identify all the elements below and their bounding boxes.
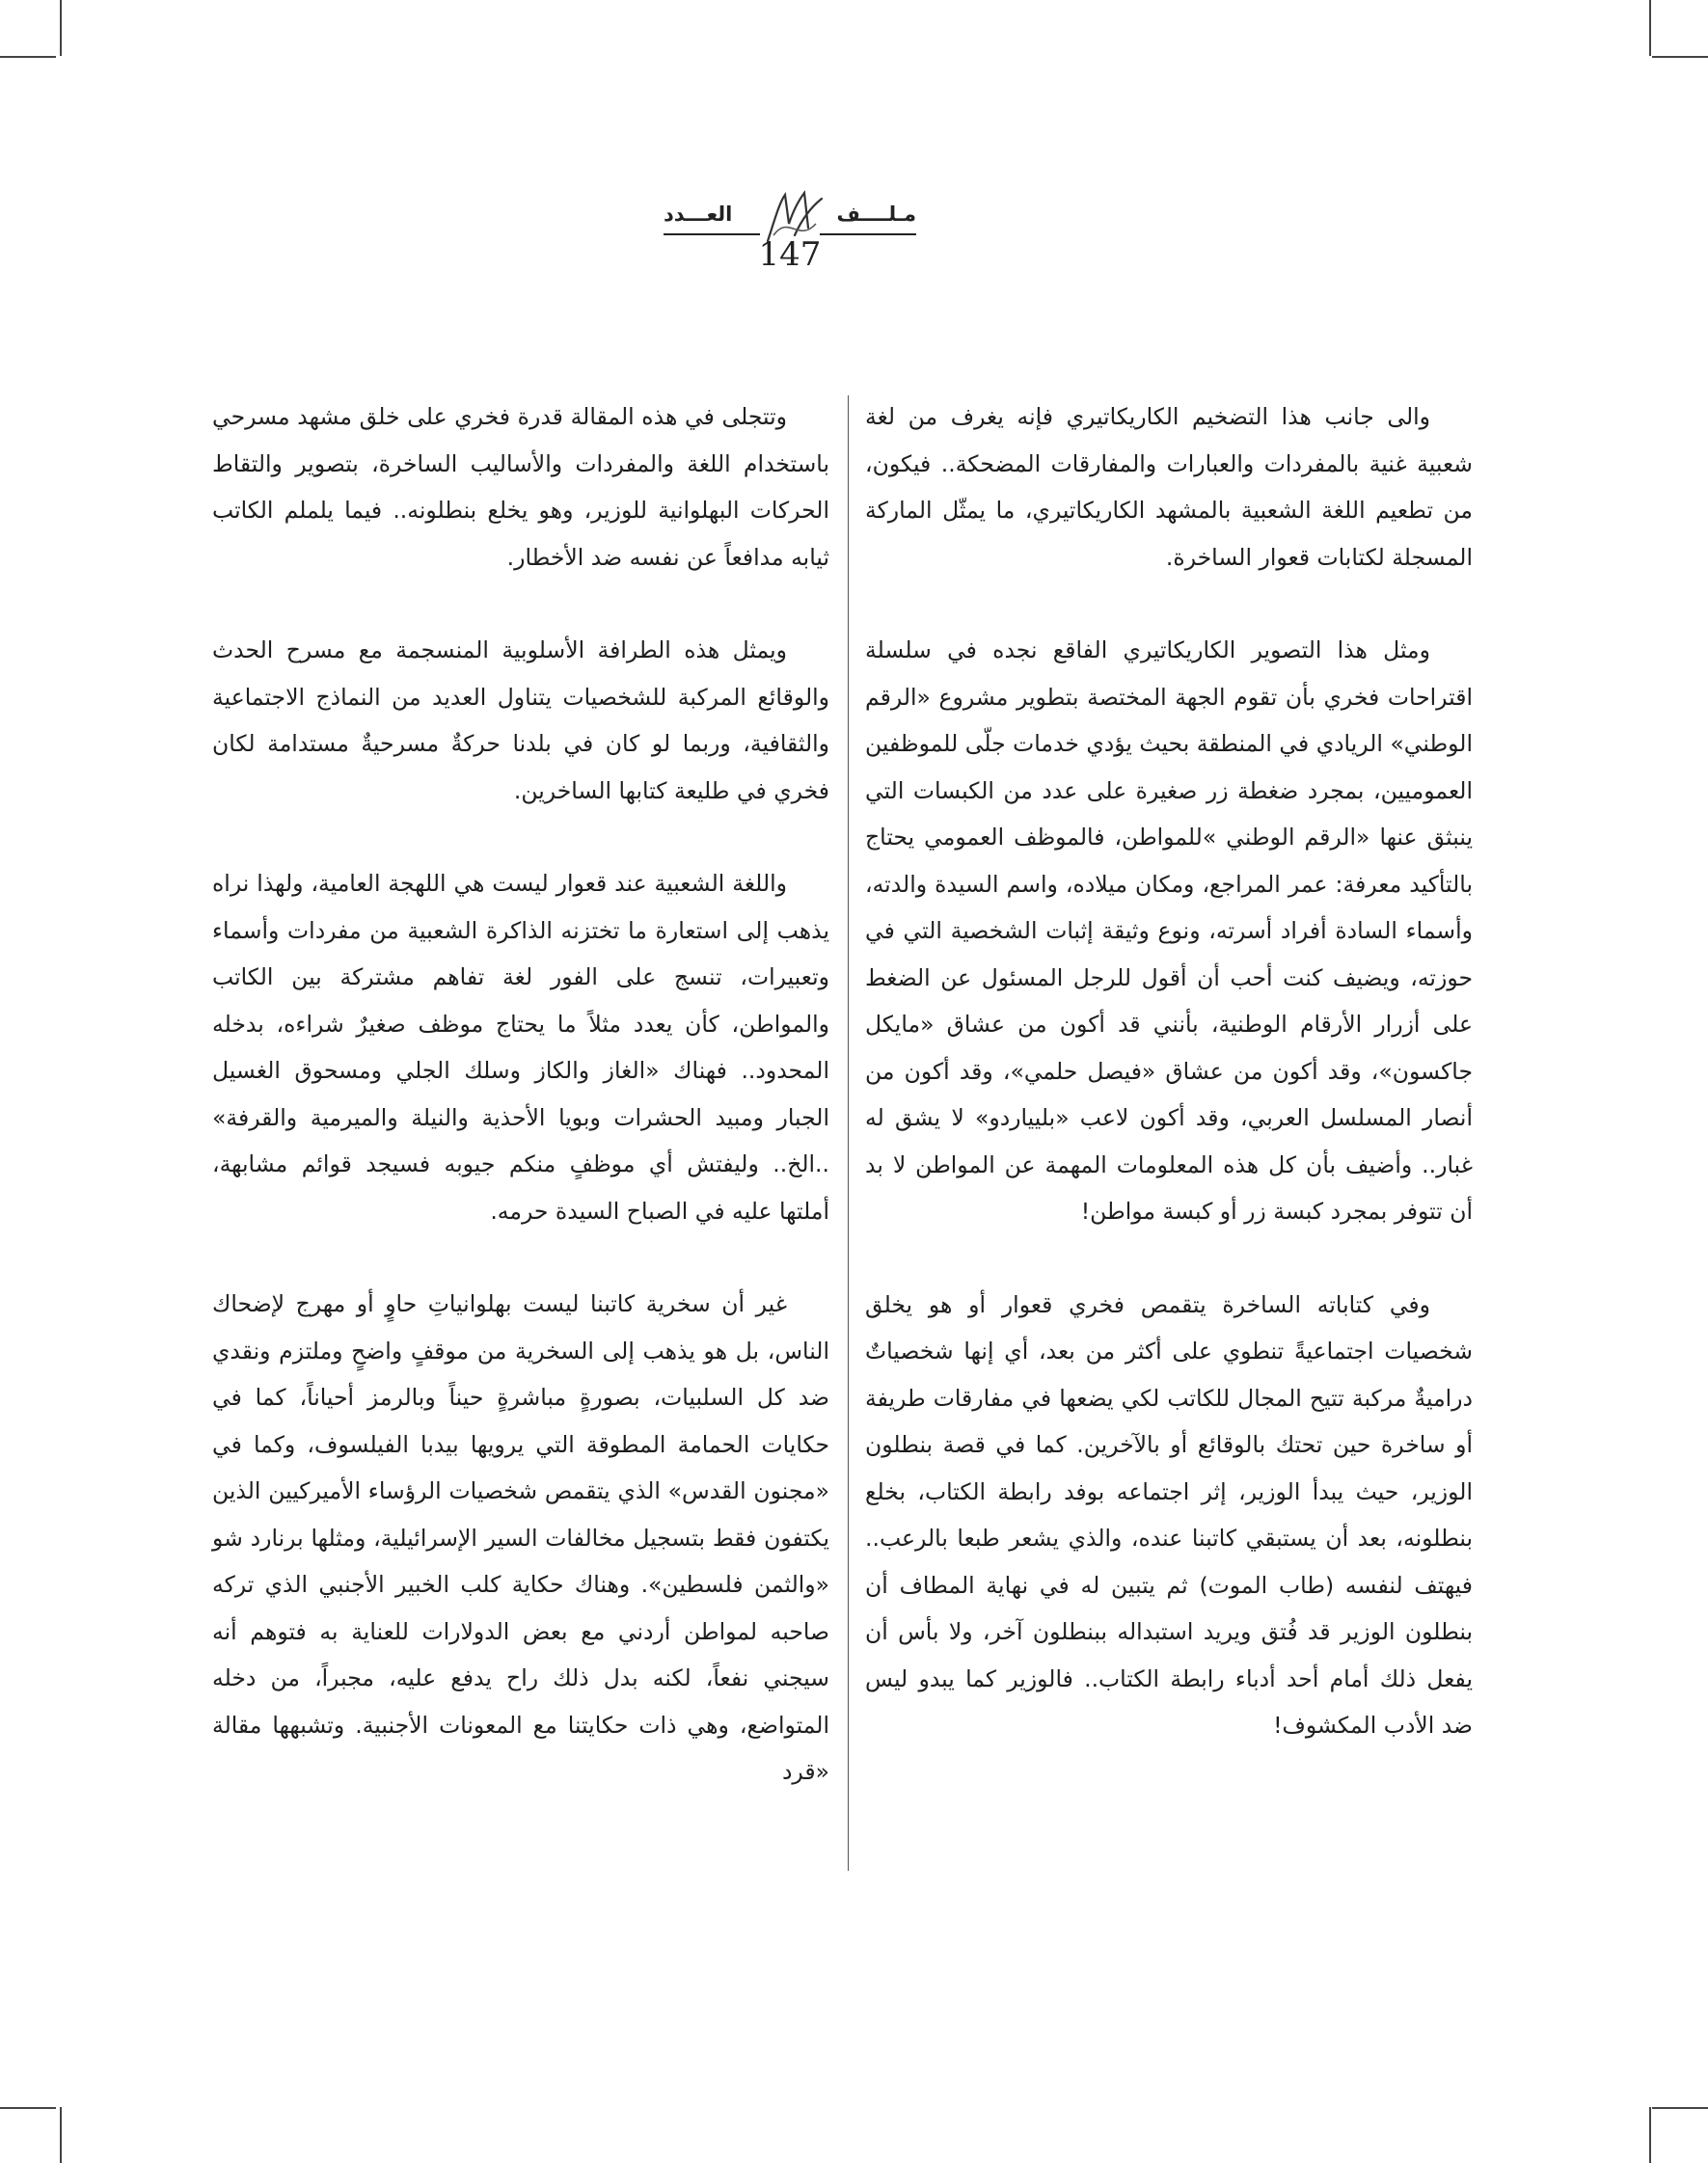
crop-mark (1649, 0, 1651, 56)
paragraph: ومثل هذا التصوير الكاريكاتيري الفاقع نجده في سلسلة اقتراحات فخري بأن تقوم الجهة المختصة بتطوير مشروع «الرقم الوطني» الريادي في المنطقة بحيث يؤدي خدمات جلّى للموظفين العموميين، بمجرد ضغطة زر صغيرة على عدد من الكبسات التي ينبثق عنها «الرقم الوطني »للمواطن، فالموظف العمومي يحتاج بالتأكيد معرفة: عمر المراجع، ومكان ميلاده، واسم السيدة والدته، وأسماء السادة أفراد أسرته، ونوع وثيقة إثبات الشخصية التي في حوزته، ويضيف كنت أحب أن أقول للرجل المسئول عن الضغط على أزرار الأرقام الوطنية، بأنني قد أكون من عشاق «مايكل جاكسون»، وقد أكون من عشاق «فيصل حلمي»، وقد أكون من أنصار المسلسل العربي، وقد أكون لاعب «بليياردو» لا يشق له غبار.. وأضيف بأن كل هذه المعلومات المهمة عن المواطن لا بد أن تتوفر بمجرد كبسة زر أو كبسة مواطن! (865, 636, 1473, 1225)
right-column (865, 393, 1473, 1796)
column-divider (848, 395, 849, 1871)
header-label-file: مـلــــف (836, 203, 916, 226)
crop-mark (1652, 2107, 1708, 2109)
paragraph: وتتجلى في هذه المقالة قدرة فخري على خلق مشهد مسرحي باستخدام اللغة والمفردات والأساليب الساخرة، بتصوير والتقاط الحركات البهلوانية للوزير، وهو يخلع بنطلونه.. فيما يلملم الكاتب ثيابه مدافعاً عن نفسه ضد الأخطار. (212, 403, 829, 571)
left-column (212, 393, 829, 1842)
crop-mark (60, 2107, 62, 2163)
paragraph: والى جانب هذا التضخيم الكاريكاتيري فإنه يغرف من لغة شعبية غنية بالمفردات والعبارات والمفارقات المضحكة.. فيكون، من تطعيم اللغة الشعبية بالمشهد الكاريكاتيري، ما يمثّل الماركة المسجلة لكتابات قعوار الساخرة. (865, 403, 1473, 571)
crop-mark (60, 0, 62, 56)
paragraph: واللغة الشعبية عند قعوار ليست هي اللهجة العامية، ولهذا نراه يذهب إلى استعارة ما تختزنه الذاكرة الشعبية من مفردات وأسماء وتعبيرات، تنسج على الفور لغة تفاهم مشتركة بين الكاتب والمواطن، كأن يعدد مثلاً ما يحتاج موظف صغيرٌ شراءه، بدخله المحدود.. فهناك «الغاز والكاز وسلك الجلي ومسحوق الغسيل الجبار ومبيد الحشرات وبويا الأحذية والنيلة والميرمية والقرفة» ..الخ.. وليفتش أي موظفٍ منكم جيوبه فسيجد قوائم مشابهة، أملتها عليه في الصباح السيدة حرمه. (212, 870, 829, 1225)
page-header (664, 185, 916, 278)
crop-mark (1652, 56, 1708, 58)
header-label-issue: العـــدد (664, 203, 733, 226)
page-number: 147 (758, 235, 822, 274)
paragraph: غير أن سخرية كاتبنا ليست بهلوانياتِ حاوٍ أو مهرج لإضحاك الناس، بل هو يذهب إلى السخرية من موقفٍ واضحٍ وملتزم ونقدي ضد كل السلبيات، بصورةٍ مباشرةٍ حيناً وبالرمز أحياناً، كما في حكايات الحمامة المطوقة التي يرويها بيدبا الفيلسوف، وكما في «مجنون القدس» الذي يتقمص شخصيات الرؤساء الأميركيين الذين يكتفون فقط بتسجيل مخالفات السير الإسرائيلية، ومثلها برنارد شو «والثمن فلسطين». وهناك حكاية كلب الخبير الأجنبي الذي تركه صاحبه لمواطن أردني مع بعض الدولارات للعناية به فتوهم أنه سيجني نفعاً، لكنه بدل ذلك راح يدفع عليه، مجبراً، من دخله المتواضع، وهي ذات حكايتنا مع المعونات الأجنبية. وتشبهها مقالة «قرد (212, 1290, 829, 1785)
crop-mark (1649, 2107, 1651, 2163)
paragraph: ويمثل هذه الطرافة الأسلوبية المنسجمة مع مسرح الحدث والوقائع المركبة للشخصيات يتناول العديد من النماذج الاجتماعية والثقافية، وربما لو كان في بلدنا حركةٌ مسرحيةٌ مستدامة لكان فخري في طليعة كتابها الساخرين. (212, 636, 829, 804)
crop-mark (0, 2107, 56, 2109)
crop-mark (0, 56, 56, 58)
paragraph: وفي كتاباته الساخرة يتقمص فخري قعوار أو هو يخلق شخصيات اجتماعيةً تنطوي على أكثر من بعد، أي إنها شخصياتٌ دراميةٌ مركبة تتيح المجال للكاتب لكي يضعها في مفارقات طريفة أو ساخرة حين تحتك بالوقائع أو بالآخرين. كما في قصة بنطلون الوزير، حيث يبدأ الوزير، إثر اجتماعه بوفد رابطة الكتاب، بخلع بنطلونه، بعد أن يستبقي كاتبنا عنده، والذي يشعر طبعا بالرعب.. فيهتف لنفسه (طاب الموت) ثم يتبين له في نهاية المطاف أن بنطلون الوزير قد فُتق ويريد استبداله ببنطلون آخر، ولا بأس أن يفعل ذلك أمام أحد أدباء رابطة الكتاب.. فالوزير كما يبدو ليس ضد الأدب المكشوف! (865, 1290, 1473, 1739)
